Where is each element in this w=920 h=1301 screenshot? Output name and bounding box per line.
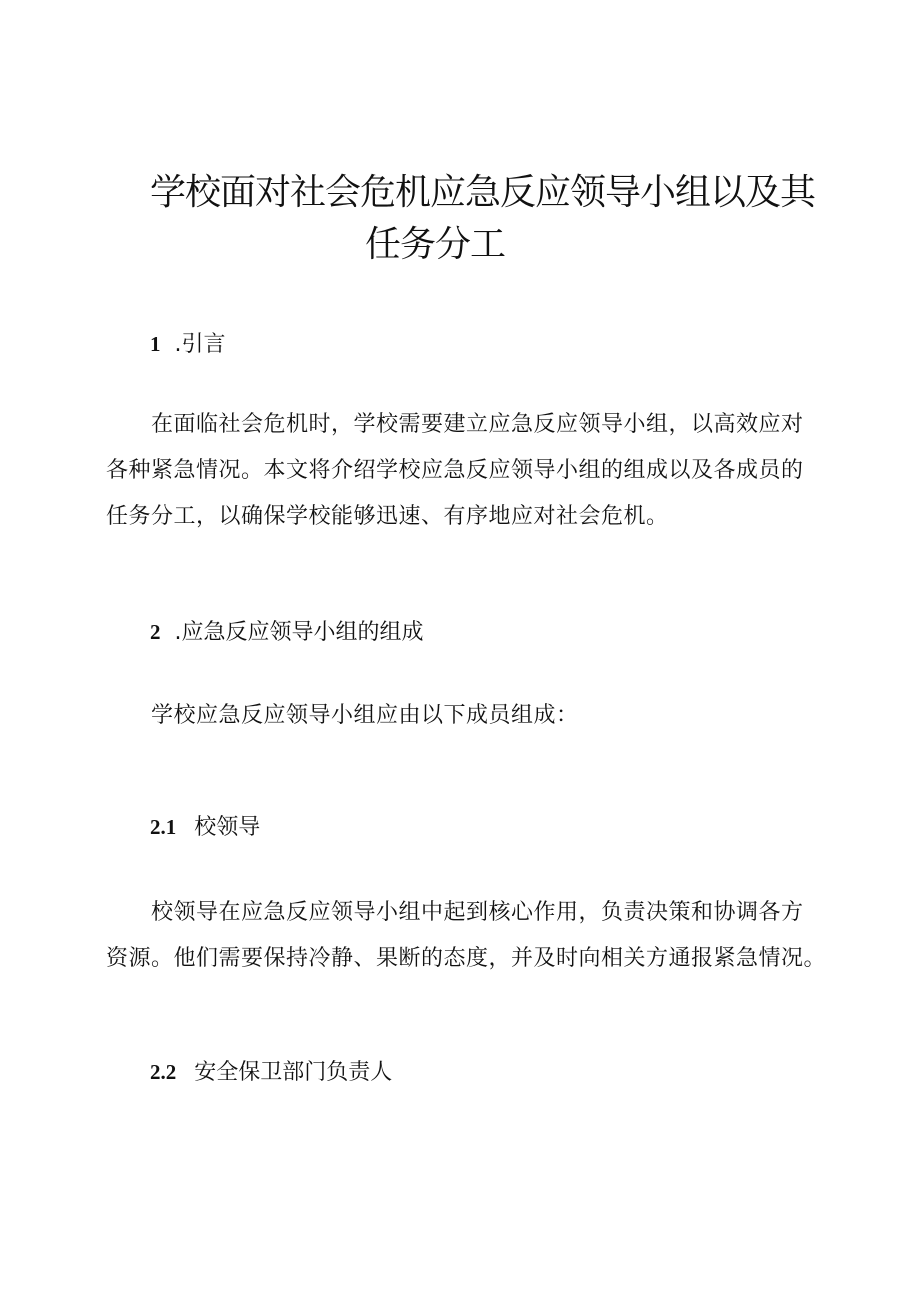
section-heading-composition xyxy=(150,617,424,648)
paragraph-line: 校领导在应急反应领导小组中起到核心作用，负责决策和协调各方 xyxy=(151,900,804,925)
introduction-paragraph xyxy=(106,402,826,540)
section-heading-school-leaders xyxy=(150,812,260,843)
section-title: .应急反应领导小组的组成 xyxy=(174,620,424,645)
section-heading-introduction xyxy=(150,329,226,360)
section-number: 2 xyxy=(150,620,161,644)
title-line-1: 学校面对社会危机应急反应领导小组以及其 xyxy=(150,172,816,213)
section-heading-security-head xyxy=(150,1057,392,1088)
section-title: .引言 xyxy=(174,332,226,357)
section-number: 1 xyxy=(150,332,161,356)
section-title: 安全保卫部门负责人 xyxy=(194,1060,393,1085)
paragraph-line: 学校应急反应领导小组应由以下成员组成： xyxy=(151,703,579,728)
composition-paragraph xyxy=(106,693,826,739)
paragraph-line: 任务分工，以确保学校能够迅速、有序地应对社会危机。 xyxy=(106,504,669,529)
title-line-2: 任务分工 xyxy=(365,224,506,265)
paragraph-line: 资源。他们需要保持冷静、果断的态度，并及时向相关方通报紧急情况。 xyxy=(106,946,827,971)
school-leaders-paragraph xyxy=(106,890,826,982)
document-title xyxy=(150,167,816,271)
section-title: 校领导 xyxy=(194,815,261,840)
paragraph-line: 各种紧急情况。本文将介绍学校应急反应领导小组的组成以及各成员的 xyxy=(106,458,804,483)
section-number: 2.2 xyxy=(150,1060,177,1084)
section-number: 2.1 xyxy=(150,815,177,839)
paragraph-line: 在面临社会危机时，学校需要建立应急反应领导小组，以高效应对 xyxy=(151,412,804,437)
